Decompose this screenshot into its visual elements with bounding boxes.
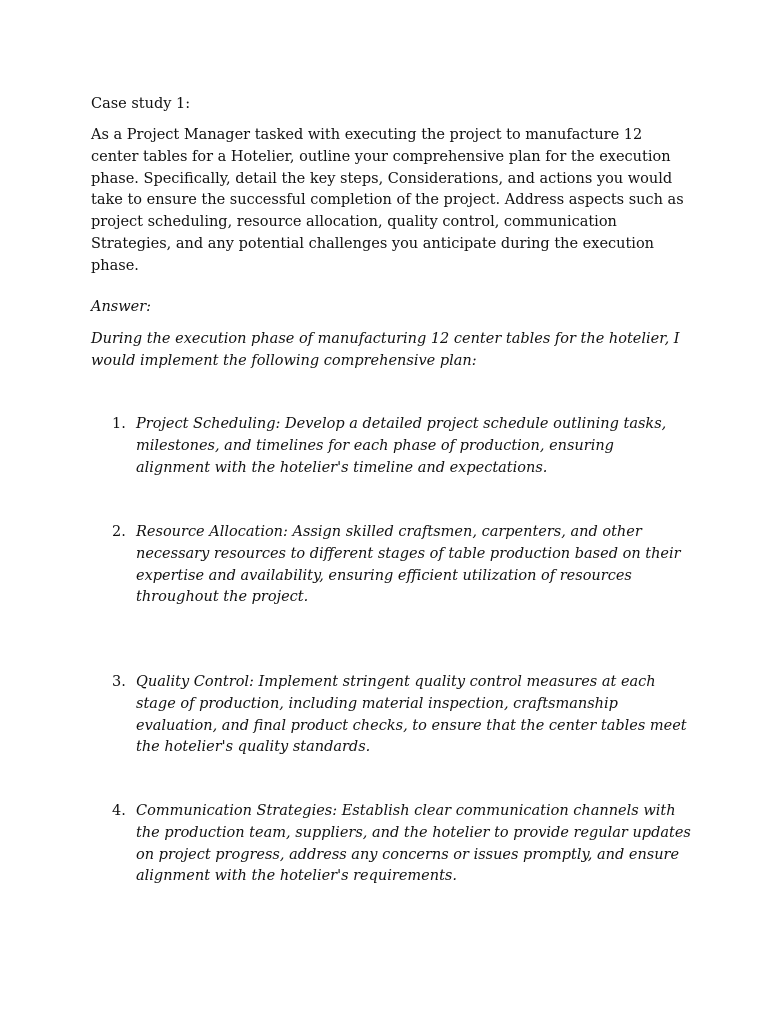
plan-item-resource-allocation	[112, 522, 692, 609]
list-number: 1.	[112, 416, 126, 432]
list-item-text: Project Scheduling: Develop a detailed project schedule outlining tasks, milestones, and timelines for each phase of production, ensuring alignment with the hotelier's timeline and expectations.	[136, 416, 667, 476]
list-number: 4.	[112, 803, 126, 819]
case-study-question: As a Project Manager tasked with executing the project to manufacture 12 center tables for a Hotelier, outline your comprehensive plan for the execution phase. Specifically, detail the key steps, Considerations, and actions you would take to ensure the successful completion of the project. Address aspects such as project scheduling, resource allocation, quality control, communication Strategies, and any potential challenges you anticipate during the execution phase.	[91, 127, 684, 274]
answer-intro: During the execution phase of manufacturing 12 center tables for the hotelier, I would implement the following comprehensive plan:	[91, 331, 680, 369]
list-item-text: Resource Allocation: Assign skilled craftsmen, carpenters, and other necessary resources to different stages of table production based on their expertise and availability, ensuring efficient utilization of resources throughout the project.	[136, 524, 681, 606]
plan-item-communication-strategies	[112, 801, 692, 888]
list-item-text: Communication Strategies: Establish clear communication channels with the production team, suppliers, and the hotelier to provide regular updates on project progress, address any concerns or issues promptly, and ensure alignment with the hotelier's requirements.	[136, 803, 691, 885]
plan-item-quality-control	[112, 672, 692, 759]
case-study-heading: Case study 1:	[91, 96, 191, 112]
plan-item-project-scheduling	[112, 414, 692, 479]
list-number: 2.	[112, 524, 126, 540]
list-item-text: Quality Control: Implement stringent quality control measures at each stage of production, including material inspection, craftsmanship evaluation, and final product checks, to ensure that the center tables meet the hotelier's quality standards.	[136, 674, 687, 756]
list-number: 3.	[112, 674, 126, 690]
answer-label: Answer:	[91, 299, 152, 315]
